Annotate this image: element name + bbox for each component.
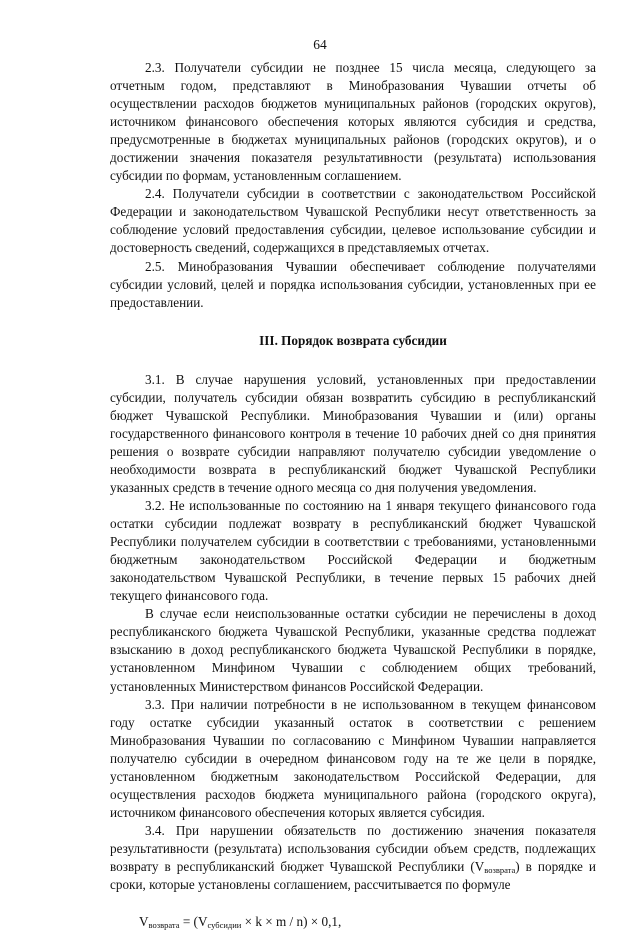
paragraph-3-1: 3.1. В случае нарушения условий, установленных при предоставлении субсидии, получатель субсидии обязан возвратить субсидию в республиканский бюджет Чувашской Республики. Минобразования Чувашии и (или) органы государственного финансового контроля в течение 10 рабочих дней со дня принятия решения о возврате субсидии направляют получателю субсидии уведомление о необходимости возврата в республиканский бюджет Чувашской Республики указанных средств в течение одного месяца со дня получения уведомления. xyxy=(110,371,596,495)
formula-lhs-var: V xyxy=(139,914,149,930)
paragraph-2-3: 2.3. Получатели субсидии не позднее 15 числа месяца, следующего за отчетным годом, представляют в Минобразования Чувашии отчеты об осуществлении расходов бюджетов муниципальных районов (городских округов), источником финансового обеспечения которых являются субсидия и средства, предусмотренные в бюджетах муниципальных районов (городских округов), и о достижении значения показателя результативности (результата) использования субсидии по формам, установленным соглашением. xyxy=(110,60,596,184)
paragraph-3-4-text-start: 3.4. При нарушении обязательств по достижению значения показателя результативности (результата) использования субсидии объем средств, подлежащих возврату в республиканский бюджет Чувашской Республики (V xyxy=(110,822,596,874)
return-formula xyxy=(139,913,596,931)
paragraph-2-5: 2.5. Минобразования Чувашии обеспечивает соблюдение получателями субсидии условий, целей и порядка использования субсидии, установленных при ее предоставлении. xyxy=(110,258,596,310)
paragraph-2-4: 2.4. Получатели субсидии в соответствии с законодательством Российской Федерации и законодательством Чувашской Республики несут ответственность за соблюдение условий предоставления субсидии, целевое использование субсидии и достоверность сведений, содержащихся в представляемых отчетах. xyxy=(110,186,596,256)
paragraph-3-4-subscript: возврата xyxy=(484,864,516,875)
paragraph-3-2: 3.2. Не использованные по состоянию на 1 января текущего финансового года остатки субсидии подлежат возврату в республиканский бюджет Чувашской Республики получателем субсидии в соответствии с требованиями, установленными бюджетным законодательством Российской Федерации и бюджетным законодательством Чувашской Республики, в течение первых 15 рабочих дней текущего финансового года. xyxy=(110,498,596,604)
document-body xyxy=(110,59,596,931)
paragraph-3-4-text-end: ) в порядке и сроки, которые установлены соглашением, рассчитывается по формуле xyxy=(110,858,596,893)
formula-eq-open: = (V xyxy=(179,914,208,930)
formula-rhs-subscript: субсидии xyxy=(207,920,242,931)
paragraph-3-4 xyxy=(110,822,596,894)
paragraph-3-3: 3.3. При наличии потребности в не использованном в текущем финансовом году остатке субсидии указанный остаток в соответствии с решением Минобразования Чувашии по согласованию с Минфином Чувашии направляется получателю субсидии в очередном финансовом году на те же цели в порядке, установленном бюджетным законодательством Российской Федерации, для осуществления расходов бюджета муниципального района (городского округа), источником финансового обеспечения которых является субсидия. xyxy=(110,696,596,820)
paragraph-3-2-continued: В случае если неиспользованные остатки субсидии не перечислены в доход республиканского бюджета Чувашской Республики, указанные средства подлежат взысканию в доход республиканского бюджета Чувашской Республики в порядке, установленном Минфином Чувашии с соблюдением общих требований, установленных Министерством финансов Российской Федерации. xyxy=(110,606,596,694)
page-number: 64 xyxy=(313,37,327,52)
section-heading: III. Порядок возврата субсидии xyxy=(259,332,447,348)
formula-rest: × k × m / n) × 0,1, xyxy=(241,914,342,930)
formula-lhs-subscript: возврата xyxy=(148,920,180,931)
